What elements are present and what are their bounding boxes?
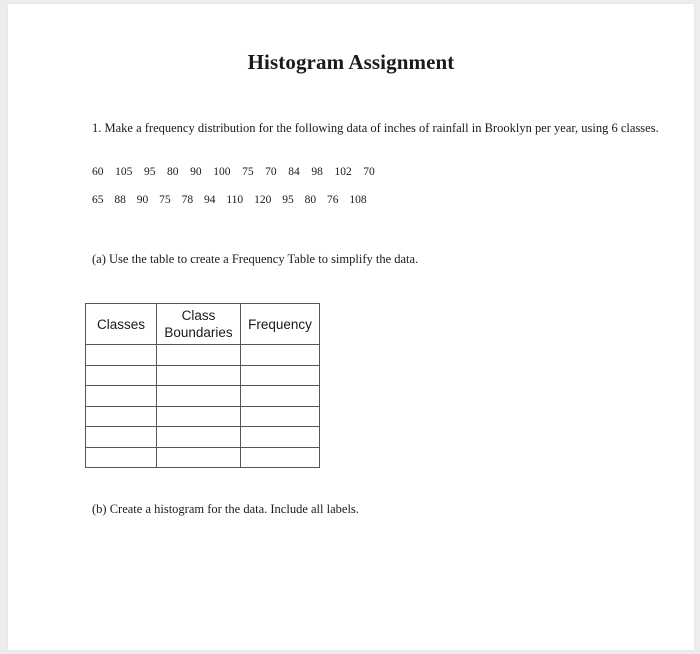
table-cell[interactable] <box>86 427 157 448</box>
part-b-instruction: (b) Create a histogram for the data. Include all labels. <box>92 502 359 516</box>
table-cell[interactable] <box>241 427 320 448</box>
rainfall-value: 70 <box>363 166 375 178</box>
page-title: Histogram Assignment <box>247 50 455 74</box>
frequency-table <box>85 303 320 468</box>
rainfall-value: 76 <box>326 194 339 206</box>
rainfall-value: 60 <box>92 166 104 178</box>
rainfall-data-row-1 <box>92 166 386 178</box>
rainfall-value: 80 <box>167 166 179 178</box>
part-a-instruction: (a) Use the table to create a Frequency Table to simplify the data. <box>92 252 419 266</box>
rainfall-value: 90 <box>190 166 202 178</box>
table-row <box>86 406 320 427</box>
rainfall-value: 95 <box>143 166 156 178</box>
header-classes: Classes <box>86 304 157 345</box>
table-row <box>86 427 320 448</box>
table-row <box>86 345 320 366</box>
rainfall-value: 100 <box>213 166 231 178</box>
question-1-text: 1. Make a frequency distribution for the following data of inches of rainfall in Brooklyn per year, using 6 classes. <box>92 121 659 135</box>
table-cell[interactable] <box>157 427 241 448</box>
table-cell[interactable] <box>86 406 157 427</box>
table-cell[interactable] <box>157 406 241 427</box>
rainfall-value: 80 <box>304 194 317 206</box>
table-cell[interactable] <box>86 345 157 366</box>
header-class-boundaries: Class Boundaries <box>157 304 241 345</box>
rainfall-value: 75 <box>159 194 171 206</box>
table-row <box>86 386 320 407</box>
table-cell[interactable] <box>157 447 241 468</box>
rainfall-value: 120 <box>254 194 272 206</box>
rainfall-value: 65 <box>92 194 104 206</box>
rainfall-value: 108 <box>349 194 367 206</box>
table-cell[interactable] <box>86 386 157 407</box>
table-cell[interactable] <box>157 386 241 407</box>
rainfall-value: 98 <box>311 166 323 178</box>
table-cell[interactable] <box>157 365 241 386</box>
table-cell[interactable] <box>241 386 320 407</box>
table-cell[interactable] <box>157 345 241 366</box>
document-page <box>8 4 694 650</box>
rainfall-value: 90 <box>136 194 149 206</box>
table-cell[interactable] <box>241 345 320 366</box>
table-cell[interactable] <box>241 365 320 386</box>
table-cell[interactable] <box>241 447 320 468</box>
header-frequency: Frequency <box>241 304 320 345</box>
rainfall-value: 95 <box>282 194 294 206</box>
rainfall-value: 70 <box>265 166 277 178</box>
table-header-row <box>86 304 320 345</box>
table-row <box>86 447 320 468</box>
table-cell[interactable] <box>241 406 320 427</box>
rainfall-value: 78 <box>181 194 194 206</box>
rainfall-value: 102 <box>334 166 352 178</box>
rainfall-value: 84 <box>288 166 300 178</box>
table-cell[interactable] <box>86 365 157 386</box>
table-cell[interactable] <box>86 447 157 468</box>
rainfall-value: 105 <box>115 166 133 178</box>
rainfall-value: 75 <box>242 166 254 178</box>
rainfall-value: 94 <box>203 194 216 206</box>
rainfall-data-row-2 <box>92 194 378 206</box>
table-row <box>86 365 320 386</box>
rainfall-value: 88 <box>114 194 126 206</box>
rainfall-value: 110 <box>226 194 244 206</box>
